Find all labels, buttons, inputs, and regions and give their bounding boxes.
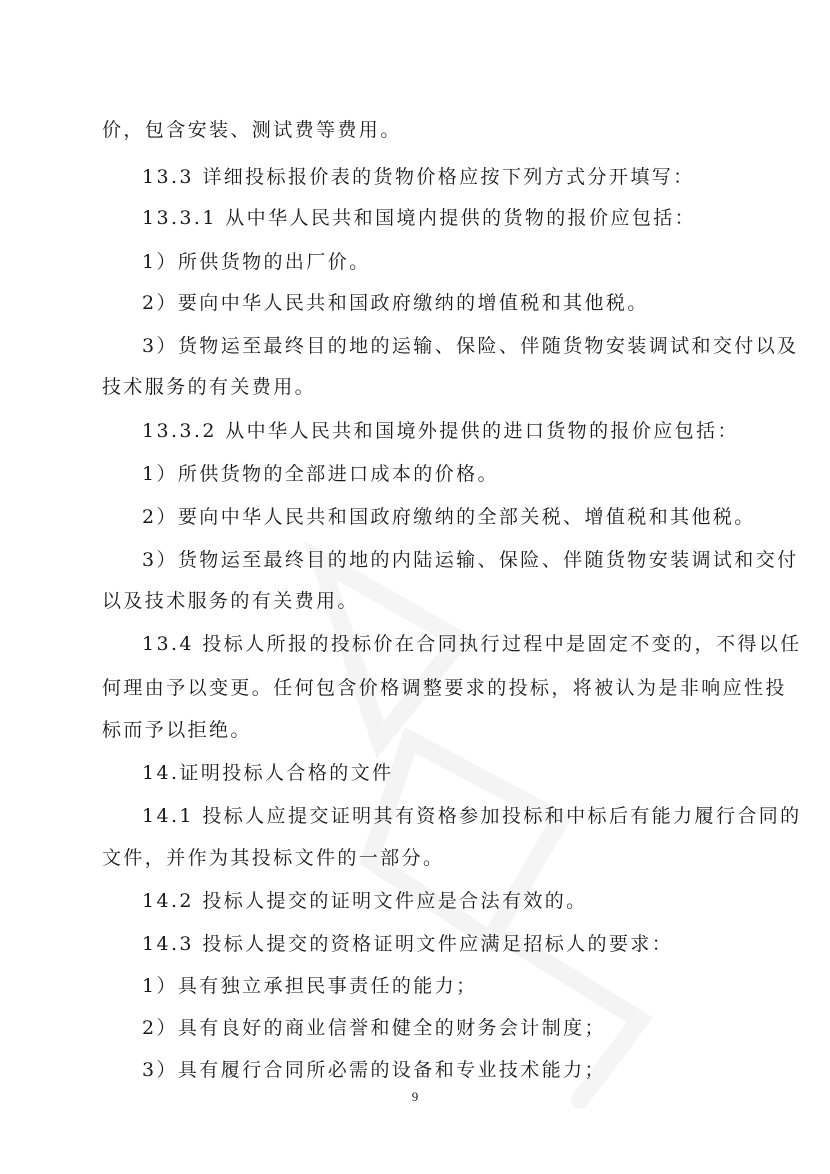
text-line-9: 1）所供货物的全部进口成本的价格。 [142, 463, 499, 485]
text-line-12: 以及技术服务的有关费用。 [102, 590, 359, 612]
text-line-19: 14.2 投标人提交的证明文件应是合法有效的。 [142, 890, 588, 912]
text-line-21: 1）具有独立承担民事责任的能力； [142, 975, 478, 997]
text-line-11: 3）货物运至最终目的地的内陆运输、保险、伴随货物安装调试和交付 [142, 549, 799, 571]
text-line-17: 14.1 投标人应提交证明其有资格参加投标和中标后有能力履行合同的 [142, 805, 802, 827]
text-line-10: 2）要向中华人民共和国政府缴纳的全部关税、增值税和其他税。 [142, 506, 756, 528]
text-line-18: 文件，并作为其投标文件的一部分。 [102, 847, 445, 869]
text-line-20: 14.3 投标人提交的资格证明文件应满足招标人的要求： [142, 933, 674, 955]
text-line-3: 13.3.1 从中华人民共和国境内提供的货物的报价应包括： [142, 207, 697, 229]
text-line-5: 2）要向中华人民共和国政府缴纳的增值税和其他税。 [142, 292, 649, 314]
text-line-23: 3）具有履行合同所必需的设备和专业技术能力； [142, 1059, 606, 1081]
text-line-4: 1）所供货物的出厂价。 [142, 251, 371, 273]
text-line-6: 3）货物运至最终目的地的运输、保险、伴随货物安装调试和交付以及 [142, 335, 799, 357]
text-line-2: 13.3 详细投标报价表的货物价格应按下列方式分开填写： [142, 166, 695, 188]
section-heading-14: 14.证明投标人合格的文件 [142, 762, 394, 784]
text-line-8: 13.3.2 从中华人民共和国境外提供的进口货物的报价应包括： [142, 420, 739, 442]
text-line-7: 技术服务的有关费用。 [102, 376, 317, 398]
text-line-22: 2）具有良好的商业信誉和健全的财务会计制度； [142, 1017, 606, 1039]
text-line-15: 标而予以拒绝。 [102, 719, 252, 741]
page-number: 9 [411, 1089, 419, 1104]
text-line-13: 13.4 投标人所报的投标价在合同执行过程中是固定不变的，不得以任 [142, 633, 802, 655]
text-line-14: 何理由予以变更。任何包含价格调整要求的投标，将被认为是非响应性投 [102, 677, 787, 699]
text-line-1: 价，包含安装、测试费等费用。 [102, 119, 402, 141]
